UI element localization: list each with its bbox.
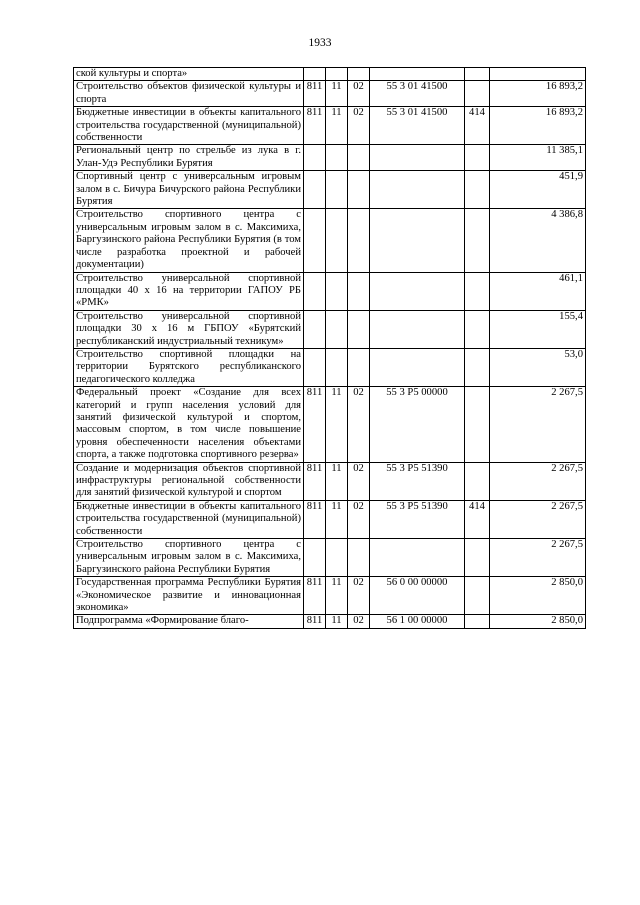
row-ved: 811: [304, 615, 326, 628]
row-rz: [326, 310, 348, 348]
row-pr: 02: [348, 615, 370, 628]
row-sum: 2 267,5: [490, 462, 586, 500]
row-vr: [465, 539, 490, 577]
row-name: Строительство спортивного центра с универсальным игровым залом в с. Максимиха, Баргузинского района Республики Бурятия: [74, 539, 304, 577]
row-ved: [304, 539, 326, 577]
row-name: Спортивный центр с универсальным игровым залом в с. Бичура Бичурского района Республики Бурятия: [74, 171, 304, 209]
row-rz: 11: [326, 615, 348, 628]
row-sum: [490, 68, 586, 81]
row-name: Государственная программа Республики Бурятия «Экономическое развитие и инновационная экономика»: [74, 577, 304, 615]
row-pr: 02: [348, 107, 370, 145]
table-row: [74, 68, 586, 81]
row-pr: [348, 539, 370, 577]
table-row: [74, 145, 586, 171]
row-sum: 2 850,0: [490, 615, 586, 628]
table-row: [74, 500, 586, 538]
row-ved: [304, 171, 326, 209]
row-rz: 11: [326, 500, 348, 538]
table-row: [74, 107, 586, 145]
row-rz: 11: [326, 387, 348, 462]
row-csr: [370, 272, 465, 310]
row-sum: 451,9: [490, 171, 586, 209]
page-number: 1933: [308, 37, 332, 49]
row-sum: 2 267,5: [490, 500, 586, 538]
row-vr: [465, 615, 490, 628]
table-row: [74, 310, 586, 348]
row-pr: 02: [348, 81, 370, 107]
row-rz: 11: [326, 462, 348, 500]
row-pr: [348, 145, 370, 171]
row-ved: [304, 310, 326, 348]
row-vr: [465, 387, 490, 462]
row-vr: [465, 310, 490, 348]
row-csr: [370, 171, 465, 209]
row-sum: 155,4: [490, 310, 586, 348]
table-row: [74, 171, 586, 209]
row-pr: 02: [348, 387, 370, 462]
row-sum: 2 267,5: [490, 387, 586, 462]
row-name: Строительство объектов физической культуры и спорта: [74, 81, 304, 107]
row-sum: 53,0: [490, 348, 586, 386]
row-ved: 811: [304, 500, 326, 538]
row-csr: 55 3 P5 00000: [370, 387, 465, 462]
row-csr: 55 3 P5 51390: [370, 500, 465, 538]
row-pr: [348, 272, 370, 310]
table-row: [74, 577, 586, 615]
row-name: Федеральный проект «Создание для всех категорий и групп населения условий для занятий физической культурой и спортом, массовым спортом, в том числе повышение уровня обеспеченности населения объектами спорта, а также подготовка спортивного резерва»: [74, 387, 304, 462]
row-ved: 811: [304, 462, 326, 500]
row-csr: [370, 209, 465, 272]
row-sum: 11 385,1: [490, 145, 586, 171]
row-rz: [326, 209, 348, 272]
row-name: Строительство универсальной спортивной площадки 40 х 16 на территории ГАПОУ РБ «РМК»: [74, 272, 304, 310]
row-ved: [304, 272, 326, 310]
row-ved: [304, 209, 326, 272]
row-name: Создание и модернизация объектов спортивной инфраструктуры региональной собственности для занятий физической культурой и спортом: [74, 462, 304, 500]
row-name: Строительство спортивной площадки на территории Бурятского республиканского педагогического колледжа: [74, 348, 304, 386]
row-vr: [465, 209, 490, 272]
row-name: Строительство универсальной спортивной площадки 30 х 16 м ГБПОУ «Бурятский республиканский индустриальный техникум»: [74, 310, 304, 348]
row-ved: 811: [304, 577, 326, 615]
row-csr: [370, 539, 465, 577]
row-rz: [326, 171, 348, 209]
row-vr: [465, 145, 490, 171]
row-vr: [465, 171, 490, 209]
row-rz: 11: [326, 107, 348, 145]
table-row: [74, 462, 586, 500]
row-ved: [304, 348, 326, 386]
row-vr: [465, 81, 490, 107]
row-csr: [370, 348, 465, 386]
row-name: Подпрограмма «Формирование благо-: [74, 615, 304, 628]
row-rz: 11: [326, 577, 348, 615]
row-pr: [348, 171, 370, 209]
row-name: Бюджетные инвестиции в объекты капитального строительства государственной (муниципальной) собственности: [74, 107, 304, 145]
row-ved: 811: [304, 81, 326, 107]
table-row: [74, 539, 586, 577]
row-rz: [326, 68, 348, 81]
row-name: Бюджетные инвестиции в объекты капитального строительства государственной (муниципальной) собственности: [74, 500, 304, 538]
row-pr: 02: [348, 577, 370, 615]
row-rz: [326, 348, 348, 386]
row-csr: [370, 68, 465, 81]
row-csr: 55 3 P5 51390: [370, 462, 465, 500]
row-vr: [465, 68, 490, 81]
row-name: Региональный центр по стрельбе из лука в г. Улан-Удэ Республики Бурятия: [74, 145, 304, 171]
row-ved: 811: [304, 387, 326, 462]
row-sum: 2 267,5: [490, 539, 586, 577]
row-pr: [348, 68, 370, 81]
row-vr: [465, 462, 490, 500]
row-pr: [348, 348, 370, 386]
row-sum: 461,1: [490, 272, 586, 310]
row-csr: 55 3 01 41500: [370, 107, 465, 145]
row-sum: 4 386,8: [490, 209, 586, 272]
row-ved: [304, 68, 326, 81]
row-rz: [326, 539, 348, 577]
row-pr: 02: [348, 462, 370, 500]
row-csr: 56 1 00 00000: [370, 615, 465, 628]
row-sum: 2 850,0: [490, 577, 586, 615]
table-row: [74, 615, 586, 628]
table-row: [74, 209, 586, 272]
row-ved: 811: [304, 107, 326, 145]
row-sum: 16 893,2: [490, 81, 586, 107]
row-vr: [465, 577, 490, 615]
row-csr: 55 3 01 41500: [370, 81, 465, 107]
row-pr: [348, 310, 370, 348]
row-vr: [465, 272, 490, 310]
row-csr: [370, 310, 465, 348]
budget-table: [73, 67, 586, 629]
row-name: Строительство спортивного центра с универсальным игровым залом в с. Максимиха, Баргузинского района Республики Бурятия (в том числе разработка проектной и рабочей документации): [74, 209, 304, 272]
table-row: [74, 387, 586, 462]
row-rz: 11: [326, 81, 348, 107]
table-row: [74, 348, 586, 386]
row-sum: 16 893,2: [490, 107, 586, 145]
budget-table-body: [74, 68, 586, 629]
row-csr: 56 0 00 00000: [370, 577, 465, 615]
row-rz: [326, 272, 348, 310]
row-ved: [304, 145, 326, 171]
row-name: ской культуры и спорта»: [74, 68, 304, 81]
table-row: [74, 81, 586, 107]
row-pr: 02: [348, 500, 370, 538]
row-csr: [370, 145, 465, 171]
row-pr: [348, 209, 370, 272]
row-vr: [465, 348, 490, 386]
table-row: [74, 272, 586, 310]
row-vr: 414: [465, 107, 490, 145]
row-rz: [326, 145, 348, 171]
row-vr: 414: [465, 500, 490, 538]
